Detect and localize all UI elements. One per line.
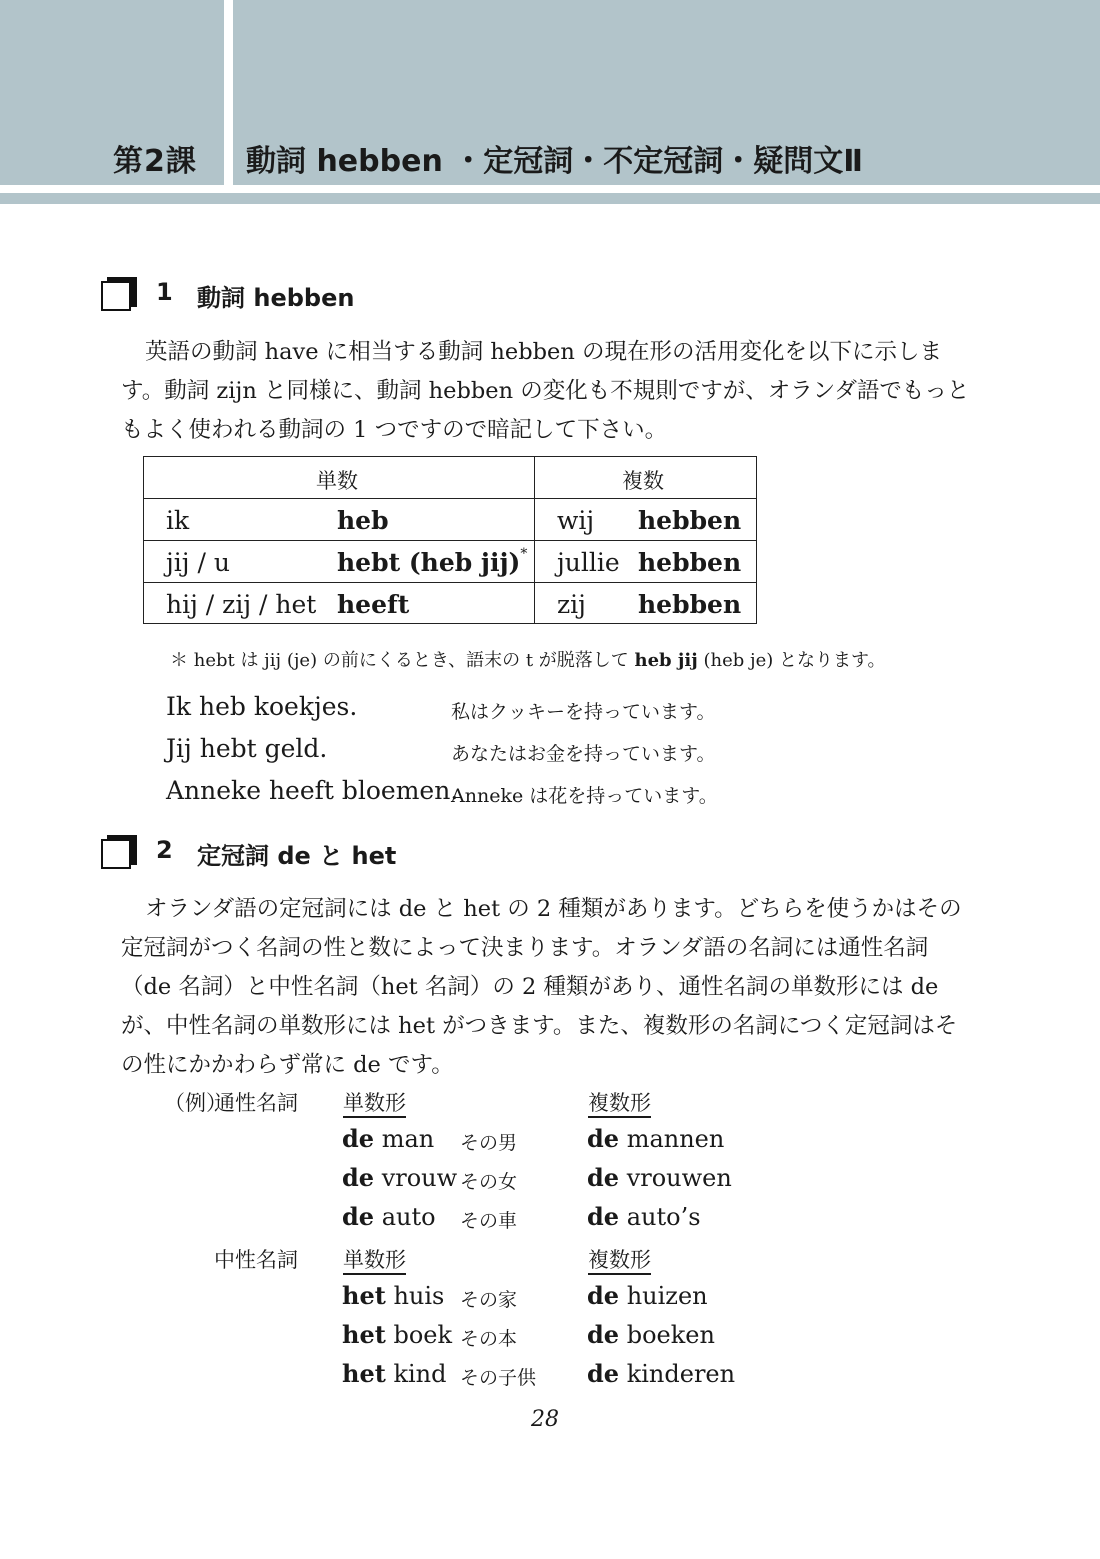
section-2-paragraph: オランダ語の定冠詞には de と het の 2 種類があります。どちらを使うかはその定冠詞がつく名詞の性と数によって決まります。オランダ語の名詞には通性名詞（de 名詞）と中性名詞（het 名詞）の 2 種類があり、通性名詞の単数形には de が、中性名詞の単数形には het がつきます。また、複数形の名詞につく定冠詞はその性にかかわらず常に de です。 — [121, 896, 962, 1078]
header-singular: 単数 — [316, 469, 358, 493]
example-sentence: Anneke heeft bloemen. — [166, 776, 459, 805]
table-cell: jij / u — [166, 548, 230, 577]
section-1-bullet-icon — [101, 281, 131, 311]
noun-singular: het boek — [342, 1320, 453, 1349]
noun-singular: het kind — [342, 1359, 447, 1388]
section-1-title: 動詞 hebben — [197, 284, 355, 312]
section-2-title: 定冠詞 de と het — [197, 842, 397, 870]
table-cell: hij / zij / het — [166, 590, 317, 619]
noun-gloss: その子供 — [460, 1367, 537, 1389]
section-2-bullet-icon — [101, 839, 131, 869]
table-cell: hebben — [638, 590, 742, 619]
lesson-number: 第2課 — [113, 144, 197, 179]
common-noun-label: 通性名詞 — [214, 1091, 298, 1115]
noun-plural: de boeken — [587, 1320, 715, 1349]
footnote: ＊ hebt は jij (je) の前にくるとき、語末の t が脱落して heb jij (heb je) となります。 — [170, 650, 886, 671]
table-cell: hebben — [638, 548, 742, 577]
table-cell: hebben — [638, 506, 742, 535]
noun-gloss: その車 — [460, 1210, 518, 1232]
plural-header: 複数形 — [588, 1248, 651, 1272]
noun-plural: de mannen — [587, 1124, 725, 1153]
table-cell: zij — [557, 590, 586, 619]
noun-singular: de vrouw — [342, 1163, 458, 1192]
page-number: 28 — [531, 1407, 559, 1432]
table-cell: jullie — [557, 548, 620, 577]
section-1-paragraph: 英語の動詞 have に相当する動詞 hebben の現在形の活用変化を以下に示します。動詞 zijn と同様に、動詞 hebben の変化も不規則ですが、オランダ語でもっともよく使われる動詞の 1 つですので暗記して下さい。 — [121, 339, 970, 443]
noun-gloss: その男 — [460, 1132, 518, 1154]
plural-header: 複数形 — [588, 1091, 651, 1115]
example-translation: あなたはお金を持っています。 — [451, 743, 716, 765]
example-translation: 私はクッキーを持っています。 — [451, 701, 716, 723]
table-cell: heeft — [337, 590, 410, 619]
example-sentence: Ik heb koekjes. — [166, 692, 358, 721]
noun-gloss: その本 — [460, 1328, 518, 1350]
noun-plural: de kinderen — [587, 1359, 736, 1388]
header-stripe — [0, 193, 1100, 204]
neuter-noun-label: 中性名詞 — [214, 1248, 298, 1272]
example-translation: Anneke は花を持っています。 — [451, 785, 718, 807]
table-cell: hebt (heb jij)* — [337, 546, 528, 577]
noun-plural: de huizen — [587, 1281, 708, 1310]
section-2-number: 2 — [156, 836, 173, 864]
example-sentence: Jij hebt geld. — [166, 734, 328, 763]
singular-header: 単数形 — [343, 1091, 406, 1115]
noun-singular: het huis — [342, 1281, 445, 1310]
noun-plural: de vrouwen — [587, 1163, 732, 1192]
noun-singular: de man — [342, 1124, 435, 1153]
conjugation-table — [143, 456, 757, 624]
section-1-number: 1 — [156, 278, 173, 306]
table-cell: ik — [166, 506, 190, 535]
noun-plural: de auto’s — [587, 1202, 701, 1231]
example-label: （例） — [164, 1091, 227, 1115]
table-cell: wij — [557, 506, 595, 535]
header-plural: 複数 — [622, 469, 664, 493]
lesson-title: 動詞 hebben ・定冠詞・不定冠詞・疑問文Ⅱ — [246, 144, 864, 179]
noun-singular: de auto — [342, 1202, 436, 1231]
table-cell: heb — [337, 506, 389, 535]
noun-gloss: その家 — [460, 1289, 518, 1311]
noun-gloss: その女 — [460, 1171, 518, 1193]
singular-header: 単数形 — [343, 1248, 406, 1272]
